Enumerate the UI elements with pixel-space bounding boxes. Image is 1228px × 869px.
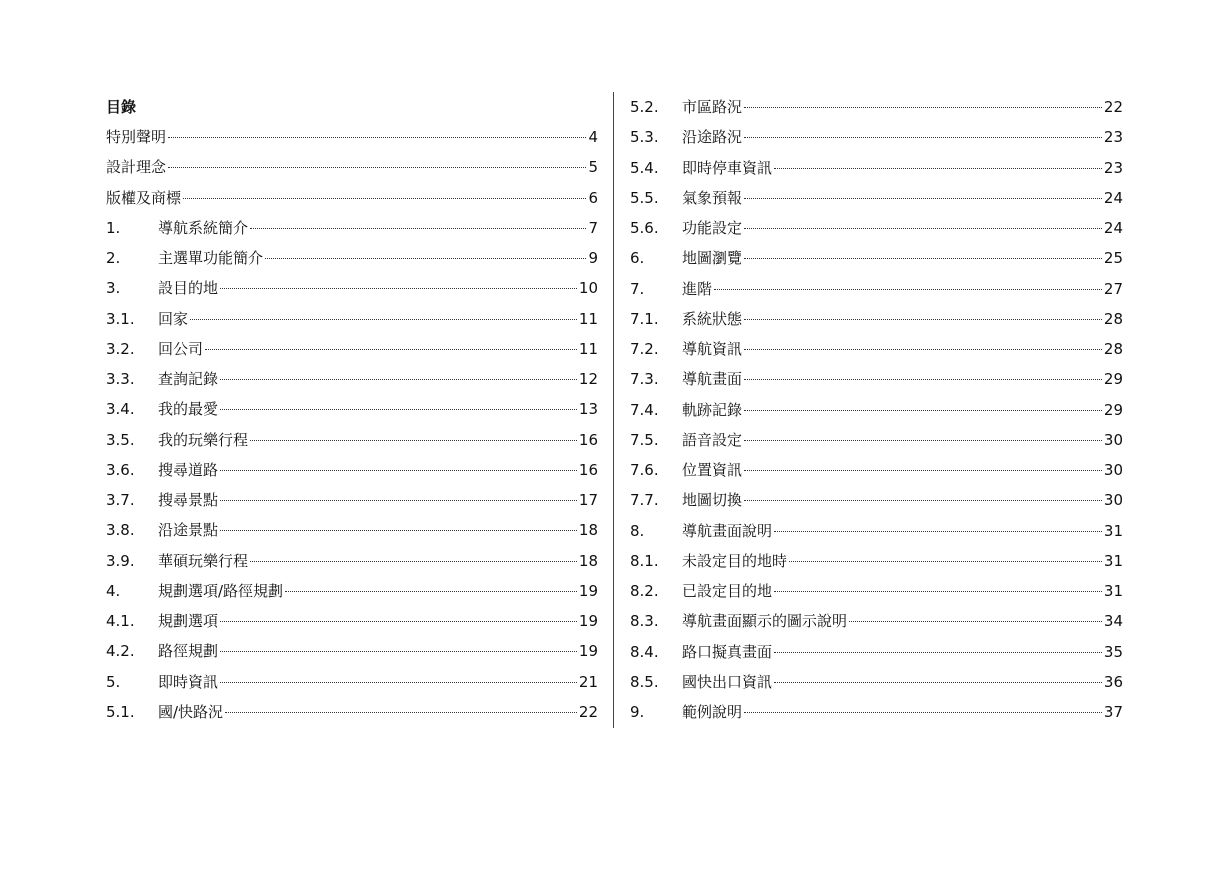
toc-entry-number: 7.2. bbox=[630, 340, 659, 358]
toc-entry-page: 7 bbox=[588, 218, 598, 237]
toc-entry-title: 導航系統簡介 bbox=[158, 218, 249, 237]
toc-entry-title: 路口擬真畫面 bbox=[682, 642, 773, 661]
toc-entry-title: 設目的地 bbox=[158, 279, 219, 298]
toc-entry[interactable] bbox=[106, 243, 598, 273]
toc-dot-leader bbox=[265, 258, 586, 259]
toc-entry-page: 17 bbox=[578, 491, 598, 509]
toc-entry-title: 我的玩樂行程 bbox=[158, 430, 249, 449]
toc-entry-page: 29 bbox=[1103, 400, 1123, 419]
toc-entry[interactable] bbox=[630, 425, 1123, 455]
toc-dot-leader bbox=[220, 621, 577, 622]
toc-entry-page: 29 bbox=[1103, 370, 1123, 389]
toc-dot-leader bbox=[774, 682, 1102, 683]
toc-entry-number: 8.5. bbox=[630, 672, 659, 691]
toc-entry-page: 24 bbox=[1103, 188, 1123, 207]
toc-entry-page: 16 bbox=[578, 460, 598, 479]
toc-entry-page: 19 bbox=[578, 581, 598, 600]
toc-entry-page: 30 bbox=[1103, 430, 1123, 449]
toc-entry-number: 3.7. bbox=[106, 491, 135, 509]
toc-dot-leader bbox=[220, 288, 577, 289]
toc-entry-page: 22 bbox=[578, 702, 598, 721]
toc-dot-leader bbox=[168, 167, 586, 168]
toc-entry-number: 3.8. bbox=[106, 521, 135, 540]
toc-entry-page: 30 bbox=[1103, 491, 1123, 510]
toc-entry-number: 3.5. bbox=[106, 430, 135, 449]
toc-entry[interactable] bbox=[630, 697, 1123, 727]
toc-dot-leader bbox=[744, 410, 1102, 411]
toc-dot-leader bbox=[774, 591, 1102, 592]
toc-entry-title: 系統狀態 bbox=[682, 309, 743, 328]
toc-entry-number: 5.2. bbox=[630, 98, 659, 116]
toc-entry[interactable] bbox=[106, 394, 598, 424]
toc-entry-number: 7.7. bbox=[630, 491, 659, 510]
toc-entry-number: 3.1. bbox=[106, 309, 135, 328]
toc-entry-page: 36 bbox=[1103, 672, 1123, 691]
toc-entry-title: 進階 bbox=[682, 279, 713, 298]
toc-entry-number: 7.4. bbox=[630, 400, 659, 419]
toc-entry[interactable] bbox=[106, 636, 598, 666]
toc-entry-title: 搜尋景點 bbox=[158, 491, 219, 509]
toc-dot-leader bbox=[744, 107, 1102, 108]
toc-entry-title: 已設定目的地 bbox=[682, 582, 773, 600]
toc-entry-page: 21 bbox=[578, 672, 598, 691]
toc-entry-number: 7.1. bbox=[630, 309, 659, 328]
toc-entry[interactable] bbox=[106, 334, 598, 364]
toc-entry-number: 9. bbox=[630, 703, 645, 721]
toc-entry[interactable] bbox=[106, 213, 598, 243]
toc-dot-leader bbox=[744, 379, 1102, 380]
toc-entry-title: 即時停車資訊 bbox=[682, 158, 773, 177]
toc-entry[interactable] bbox=[630, 637, 1123, 667]
toc-dot-leader bbox=[744, 198, 1102, 199]
toc-entry[interactable] bbox=[106, 122, 598, 152]
toc-entry-page: 22 bbox=[1103, 98, 1123, 116]
toc-entry-title: 搜尋道路 bbox=[158, 460, 219, 479]
toc-entry-page: 31 bbox=[1103, 582, 1123, 600]
toc-entry-title: 導航畫面 bbox=[682, 370, 743, 389]
toc-entry[interactable] bbox=[630, 304, 1123, 334]
toc-dot-leader bbox=[183, 198, 586, 199]
toc-entry[interactable] bbox=[630, 485, 1123, 515]
toc-dot-leader bbox=[220, 379, 577, 380]
toc-entry-title: 回家 bbox=[158, 309, 189, 328]
toc-entry[interactable] bbox=[630, 274, 1123, 304]
toc-entry[interactable] bbox=[106, 304, 598, 334]
toc-entry-page: 11 bbox=[578, 309, 598, 328]
toc-entry-page: 6 bbox=[588, 188, 598, 207]
toc-dot-leader bbox=[744, 712, 1102, 713]
toc-dot-leader bbox=[220, 530, 577, 531]
toc-dot-leader bbox=[744, 470, 1102, 471]
toc-entry-page: 19 bbox=[578, 642, 598, 661]
toc-dot-leader bbox=[220, 651, 577, 652]
toc-entry-page: 19 bbox=[578, 612, 598, 630]
toc-dot-leader bbox=[744, 500, 1102, 501]
toc-entry-page: 31 bbox=[1103, 521, 1123, 540]
toc-entry[interactable] bbox=[106, 425, 598, 455]
toc-heading: 目錄 bbox=[106, 98, 137, 116]
toc-entry[interactable] bbox=[106, 364, 598, 394]
toc-dot-leader bbox=[744, 319, 1102, 320]
toc-entry-title: 特別聲明 bbox=[106, 128, 167, 146]
toc-entry-page: 37 bbox=[1103, 703, 1123, 721]
toc-entry[interactable] bbox=[630, 213, 1123, 243]
toc-entry[interactable] bbox=[630, 606, 1123, 636]
toc-entry-title: 位置資訊 bbox=[682, 461, 743, 479]
toc-entry-title: 路徑規劃 bbox=[158, 642, 219, 661]
toc-dot-leader bbox=[190, 319, 577, 320]
toc-entry[interactable] bbox=[630, 576, 1123, 606]
toc-entry-number: 7.6. bbox=[630, 461, 659, 479]
toc-entry[interactable] bbox=[630, 122, 1123, 152]
toc-dot-leader bbox=[774, 652, 1102, 653]
toc-dot-leader bbox=[250, 561, 577, 562]
toc-entry-number: 4.1. bbox=[106, 612, 135, 630]
toc-entry-page: 30 bbox=[1103, 461, 1123, 479]
toc-entry[interactable] bbox=[630, 455, 1123, 485]
toc-entry-title: 地圖切換 bbox=[682, 491, 743, 510]
toc-entry-number: 3. bbox=[106, 279, 121, 298]
toc-entry[interactable] bbox=[630, 516, 1123, 546]
toc-entry[interactable] bbox=[106, 697, 598, 727]
toc-entry[interactable] bbox=[630, 153, 1123, 183]
toc-entry-number: 1. bbox=[106, 218, 121, 237]
toc-entry-number: 8.4. bbox=[630, 642, 659, 661]
toc-entry-title: 導航畫面說明 bbox=[682, 521, 773, 540]
toc-entry[interactable] bbox=[630, 334, 1123, 364]
toc-entry-title: 功能設定 bbox=[682, 219, 743, 237]
toc-entry[interactable] bbox=[630, 364, 1123, 394]
toc-entry-title: 設計理念 bbox=[106, 158, 167, 177]
toc-entry-page: 9 bbox=[588, 249, 598, 267]
toc-dot-leader bbox=[168, 137, 586, 138]
toc-entry-title: 未設定目的地時 bbox=[682, 551, 788, 570]
toc-entry[interactable] bbox=[630, 395, 1123, 425]
toc-entry-title: 導航畫面顯示的圖示說明 bbox=[682, 612, 848, 631]
toc-entry-page: 10 bbox=[578, 279, 598, 298]
toc-entry[interactable] bbox=[106, 667, 598, 697]
toc-entry-number: 3.6. bbox=[106, 460, 135, 479]
toc-entry[interactable] bbox=[106, 485, 598, 515]
toc-entry-title: 氣象預報 bbox=[682, 188, 743, 207]
toc-dot-leader bbox=[250, 440, 577, 441]
toc-entry-number: 7.5. bbox=[630, 430, 659, 449]
toc-entry-title: 查詢記錄 bbox=[158, 370, 219, 388]
toc-entry-page: 27 bbox=[1103, 279, 1123, 298]
toc-entry-number: 6. bbox=[630, 249, 645, 268]
toc-dot-leader bbox=[220, 500, 577, 501]
toc-entry[interactable] bbox=[106, 546, 598, 576]
toc-entry-number: 3.2. bbox=[106, 339, 135, 358]
toc-entry-title: 規劃選項 bbox=[158, 612, 219, 630]
toc-entry-number: 4. bbox=[106, 581, 121, 600]
toc-entry-number: 5.3. bbox=[630, 128, 659, 147]
toc-entry-title: 市區路況 bbox=[682, 98, 743, 116]
toc-entry-number: 4.2. bbox=[106, 642, 135, 661]
toc-entry-page: 5 bbox=[588, 158, 598, 177]
toc-dot-leader bbox=[220, 470, 577, 471]
toc-entry-number: 8.2. bbox=[630, 582, 659, 600]
toc-entry-page: 18 bbox=[578, 551, 598, 570]
toc-entry-number: 5.6. bbox=[630, 219, 659, 237]
toc-entry[interactable] bbox=[630, 546, 1123, 576]
toc-entry-page: 25 bbox=[1103, 249, 1123, 268]
toc-dot-leader bbox=[250, 228, 586, 229]
toc-left-column bbox=[106, 92, 598, 727]
toc-entry-number: 3.4. bbox=[106, 400, 135, 419]
toc-entry[interactable] bbox=[630, 92, 1123, 122]
toc-entry-title: 沿途景點 bbox=[158, 521, 219, 540]
column-divider bbox=[613, 92, 614, 728]
toc-entry-title: 我的最愛 bbox=[158, 400, 219, 419]
toc-entry[interactable] bbox=[630, 243, 1123, 273]
toc-entry-title: 國/快路況 bbox=[158, 702, 224, 721]
toc-dot-leader bbox=[744, 137, 1102, 138]
toc-entry-page: 28 bbox=[1103, 309, 1123, 328]
toc-dot-leader bbox=[220, 682, 577, 683]
toc-entry[interactable] bbox=[106, 606, 598, 636]
toc-entry-number: 7. bbox=[630, 279, 645, 298]
toc-dot-leader bbox=[744, 440, 1102, 441]
toc-dot-leader bbox=[774, 531, 1102, 532]
toc-entry-number: 3.9. bbox=[106, 551, 135, 570]
toc-dot-leader bbox=[205, 349, 577, 350]
toc-entry-number: 8. bbox=[630, 521, 645, 540]
toc-entry-number: 5.4. bbox=[630, 158, 659, 177]
toc-dot-leader bbox=[774, 168, 1102, 169]
toc-dot-leader bbox=[225, 712, 577, 713]
toc-dot-leader bbox=[744, 228, 1102, 229]
toc-entry-page: 23 bbox=[1103, 128, 1123, 147]
toc-entry-page: 11 bbox=[578, 339, 598, 358]
toc-entry-page: 31 bbox=[1103, 551, 1123, 570]
toc-entry-title: 沿途路況 bbox=[682, 128, 743, 147]
toc-entry-page: 12 bbox=[578, 370, 598, 388]
toc-entry-page: 4 bbox=[588, 128, 598, 146]
toc-entry-title: 範例說明 bbox=[682, 703, 743, 721]
toc-dot-leader bbox=[789, 561, 1102, 562]
toc-entry[interactable] bbox=[106, 183, 598, 213]
toc-entry-title: 語音設定 bbox=[682, 430, 743, 449]
toc-entry[interactable] bbox=[106, 515, 598, 545]
toc-entry-page: 24 bbox=[1103, 219, 1123, 237]
toc-entry-number: 7.3. bbox=[630, 370, 659, 389]
toc-entry-title: 規劃選項/路徑規劃 bbox=[158, 581, 284, 600]
toc-entry[interactable] bbox=[106, 273, 598, 303]
toc-entry-number: 5.5. bbox=[630, 188, 659, 207]
toc-entry-page: 28 bbox=[1103, 340, 1123, 358]
toc-entry[interactable] bbox=[106, 152, 598, 182]
toc-right-column bbox=[630, 92, 1123, 727]
toc-entry-page: 13 bbox=[578, 400, 598, 419]
toc-entry-title: 華碩玩樂行程 bbox=[158, 551, 249, 570]
toc-dot-leader bbox=[849, 621, 1102, 622]
toc-dot-leader bbox=[744, 258, 1102, 259]
toc-dot-leader bbox=[220, 409, 577, 410]
toc-dot-leader bbox=[285, 591, 577, 592]
toc-entry-title: 主選單功能簡介 bbox=[158, 249, 264, 267]
toc-dot-leader bbox=[744, 349, 1102, 350]
toc-entry-page: 35 bbox=[1103, 642, 1123, 661]
toc-entry[interactable] bbox=[106, 455, 598, 485]
toc-entry-number: 8.1. bbox=[630, 551, 659, 570]
toc-entry-title: 即時資訊 bbox=[158, 672, 219, 691]
toc-entry-number: 5.1. bbox=[106, 702, 135, 721]
toc-entry-title: 地圖瀏覽 bbox=[682, 249, 743, 268]
toc-entry-page: 18 bbox=[578, 521, 598, 540]
toc-entry-number: 5. bbox=[106, 672, 121, 691]
toc-entry[interactable] bbox=[106, 576, 598, 606]
toc-entry-number: 2. bbox=[106, 249, 121, 267]
toc-entry-title: 回公司 bbox=[158, 339, 204, 358]
toc-entry-page: 34 bbox=[1103, 612, 1123, 631]
toc-entry-number: 8.3. bbox=[630, 612, 659, 631]
toc-dot-leader bbox=[714, 289, 1102, 290]
toc-entry-title: 軌跡記錄 bbox=[682, 400, 743, 419]
toc-entry-title: 導航資訊 bbox=[682, 340, 743, 358]
toc-entry-page: 23 bbox=[1103, 158, 1123, 177]
toc-entry-page: 16 bbox=[578, 430, 598, 449]
toc-entry[interactable] bbox=[630, 667, 1123, 697]
toc-entry-number: 3.3. bbox=[106, 370, 135, 388]
toc-entry[interactable] bbox=[630, 183, 1123, 213]
toc-entry-title: 版權及商標 bbox=[106, 188, 182, 207]
toc-entry-title: 國快出口資訊 bbox=[682, 672, 773, 691]
